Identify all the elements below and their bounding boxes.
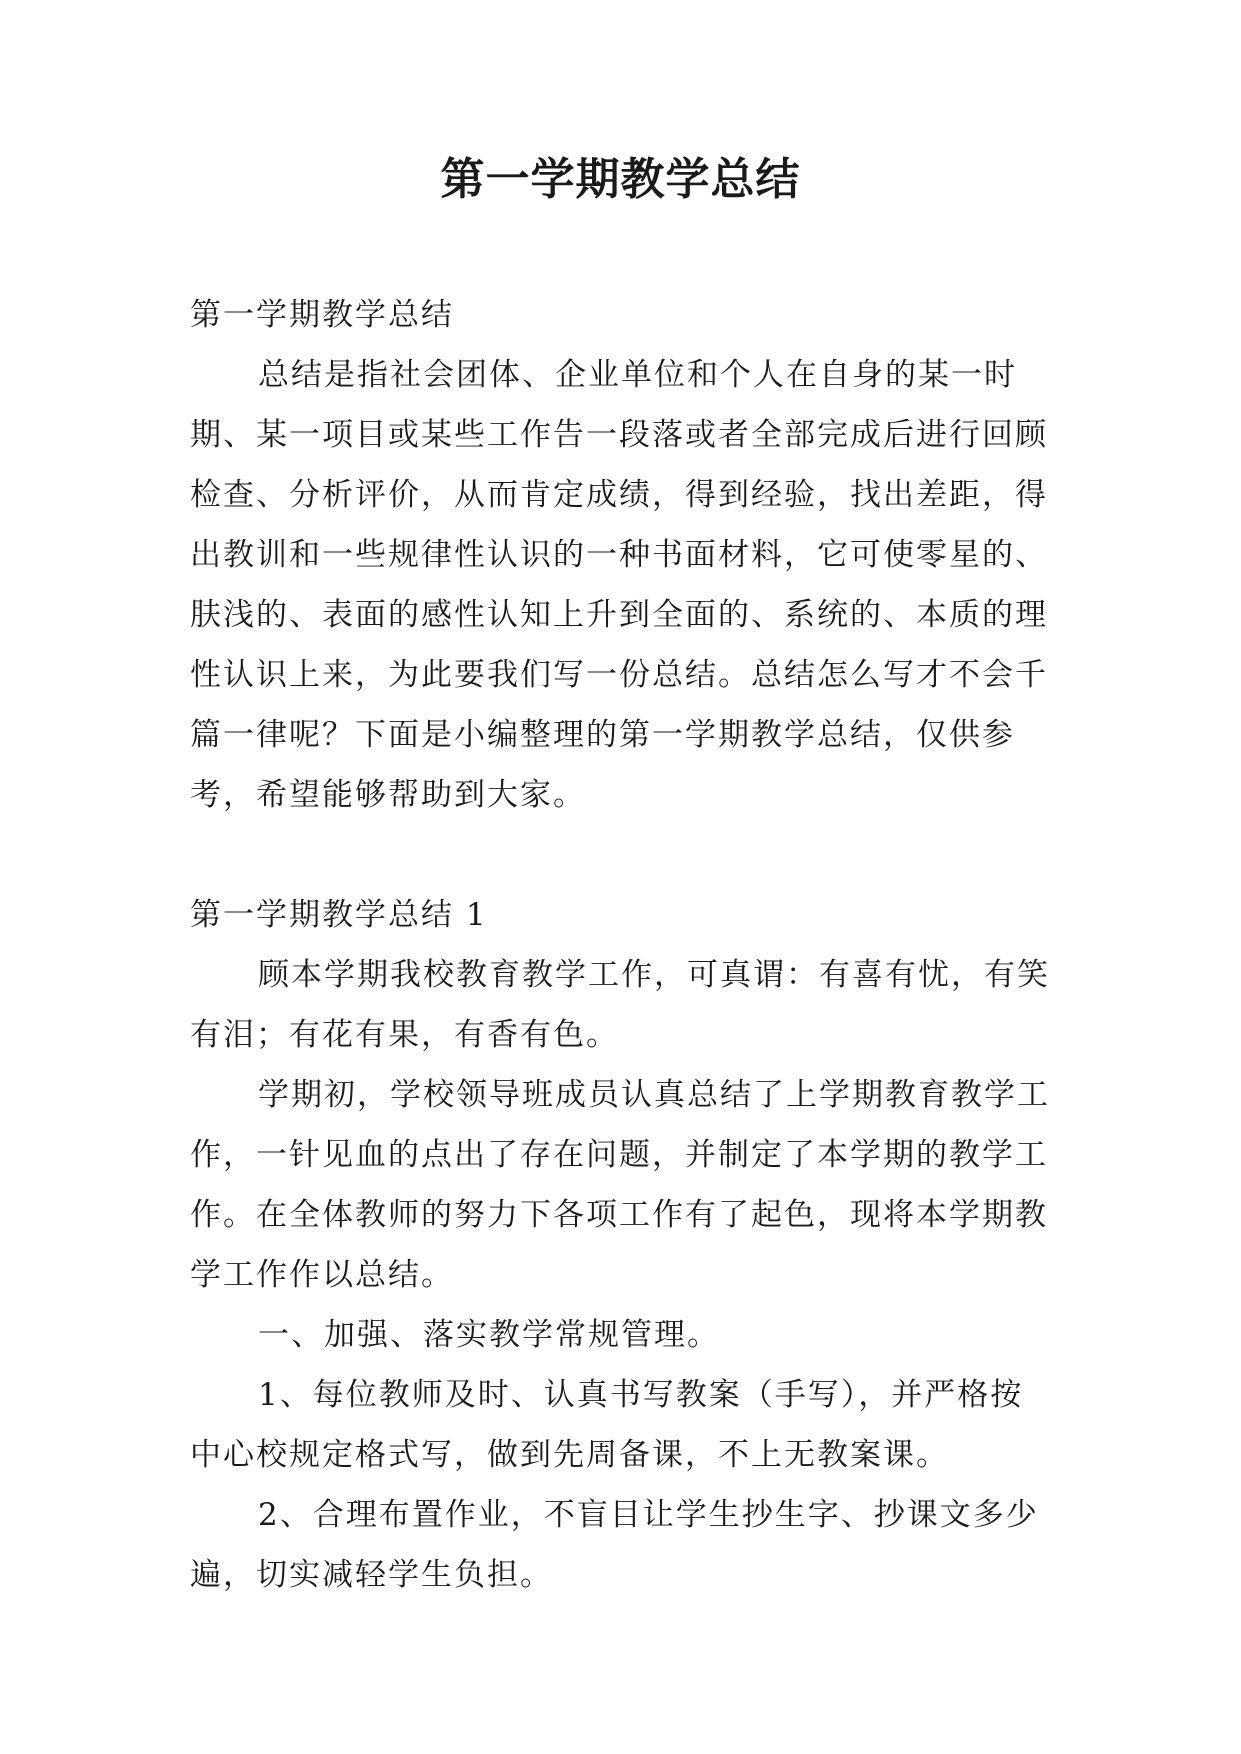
intro-heading: 第一学期教学总结 [190,297,454,333]
body-paragraph: 顾本学期我校教育教学工作，可真谓：有喜有忧，有笑有泪；有花有果，有香有色。 [190,957,1050,1053]
subsection-heading: 一、加强、落实教学常规管理。 [258,1317,720,1353]
document-title: 第一学期教学总结 [440,154,801,205]
section-spacer [190,825,1050,885]
list-item: 2、合理布置作业，不盲目让学生抄生字、抄课文多少遍，切实减轻学生负担。 [190,1497,1039,1593]
section-heading: 第一学期教学总结 1 [190,897,488,933]
list-item: 1、每位教师及时、认真书写教案（手写），并严格按中心校规定格式写，做到先周备课，不上无教案课。 [190,1377,1024,1473]
body-paragraph: 学期初，学校领导班成员认真总结了上学期教育教学工作，一针见血的点出了存在问题，并制定了本学期的教学工作。在全体教师的努力下各项工作有了起色，现将本学期教学工作作以总结。 [190,1077,1050,1293]
intro-paragraph: 总结是指社会团体、企业单位和个人在自身的某一时期、某一项目或某些工作告一段落或者全部完成后进行回顾检查、分析评价，从而肯定成绩，得到经验，找出差距，得出教训和一些规律性认识的一种书面材料，它可使零星的、肤浅的、表面的感性认知上升到全面的、系统的、本质的理性认识上来，为此要我们写一份总结。总结怎么写才不会千篇一律呢？下面是小编整理的第一学期教学总结，仅供参考，希望能够帮助到大家。 [190,357,1048,813]
document-body [190,285,1050,1605]
